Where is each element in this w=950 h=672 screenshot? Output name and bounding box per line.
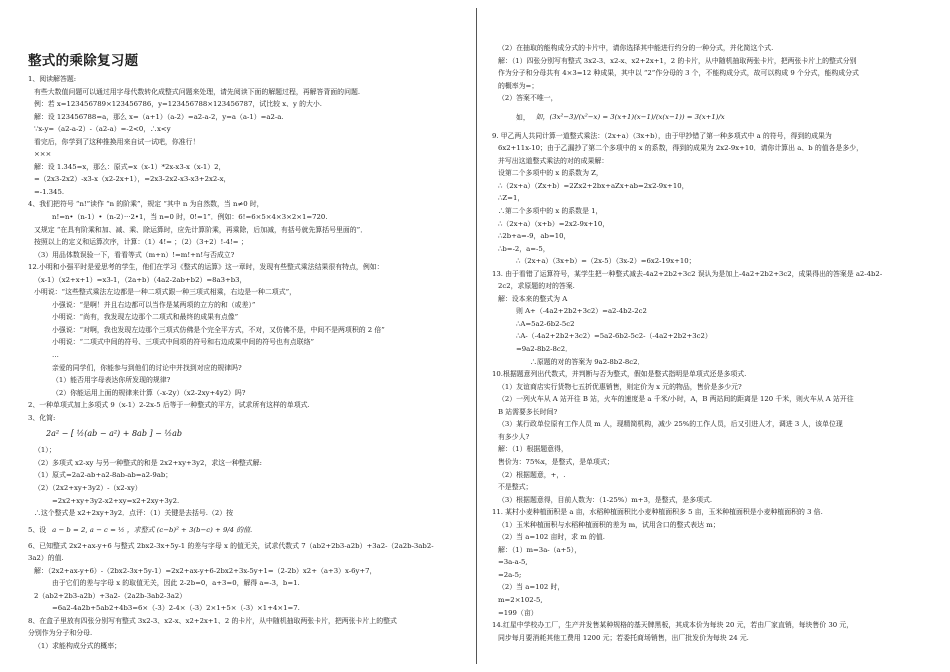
document-title: 整式的乘除复习题: [28, 53, 139, 69]
text-line: （1）求能构成分式的概率；: [34, 641, 122, 650]
text-line: （2）根据题意，+，.: [498, 470, 566, 479]
text-line: 3a2）的值.: [28, 554, 64, 563]
text-line: 14.红星中学校办工厂，生产并发售某种规格的基天牌黑板，其成本价为每块 20 元，若由厂家直销，每块售价 30 元，: [492, 621, 854, 630]
text-line: =2x2+xy+3y2-x2+xy=x2+2xy+3y2.: [52, 496, 180, 505]
text-line: ∴（2x+a）（Zx+b）=2Zx2+2bx+aZx+ab=2x2-9x+10，: [498, 181, 689, 190]
text-line: （2）当 a=102 时，: [498, 583, 565, 592]
text-line: （2）多项式 x2-xy 与另一种整式的和是 2x2+xy+3y2，求这一种整式解:: [34, 458, 262, 467]
text-line: 5、设 a − b = 2, a − c = ½ ，求整式 (c−b)² + 3(b−c) + 9/4 的值.: [28, 520, 468, 540]
text-line: ∴2b+a=-9，ab=10，: [498, 232, 571, 241]
text-line: 小明说：“二项式中间的符号、三项式中间项的符号和右边成果中间的符号也有点联络”: [52, 338, 314, 347]
text-line: （x-1）（x2+x+1）=x3-1，（2a+b）（4a2-2ab+b2）=8a3+b3，: [34, 275, 247, 284]
text-line: 12.小明和小强平时是爱思考的学生，他们在学习《整式的运算》这一章时，发现有些整式乘法结果很有特点，例如：: [28, 263, 384, 272]
text-line: ∴（2x+a）（3x+b）=（2x-5）（3x-2）=6x2-19x+10；: [516, 257, 696, 266]
text-line: 按照以上的定义和运算次序，计算：（1）4!= ；（2）（3+2）!-4!= ；: [34, 238, 248, 247]
text-line: 解：（2x2+ax-y+6）-（2bx2-3x+5y-1）=2x2+ax-y+6-2bx2+3x-5y+1=（2-2b）x2+（a+3）x-6y+7，: [34, 566, 377, 575]
text-line: （1）原式=2a2-ab+a2-8ab-ab=a2-9ab；: [34, 471, 173, 480]
text-line: （1）玉米种植面积与水稻种植面积的差为 m，试用含口的整式表达 m；: [498, 520, 720, 529]
text-line: 2、一种单项式加上多项式 9（x-1）2-2x-5 后等于一种整式的平方，试求所有这样的单项式.: [28, 401, 310, 410]
text-line: 解：（1）根据题意得，: [498, 445, 568, 454]
text-line: …: [52, 351, 59, 360]
text-line: 解：设 123456788=a，那么 x=（a+1）（a-2）=a2-a-2，y=a（a-1）=a2-a.: [34, 112, 284, 121]
text-line: 4、我们把符号 “n!”读作 “n 的阶乘”，规定 “其中 n 为自然数，当 n≠0 时，: [28, 200, 264, 209]
text-line: 由于它们的差与字母 x 的取值无关，因此 2-2b=0，a+3=0，解得 a=-3，b=1.: [52, 579, 300, 588]
text-line: =2a-5;: [498, 570, 522, 579]
text-line: 售价为：75%x，是整式，是单项式；: [498, 457, 614, 466]
text-line: （2）当 a=102 亩时，求 m 的值.: [498, 533, 605, 542]
math-expression-q3: 2a² − [ ½(ab − a²) + 8ab ] − ½ab: [46, 429, 183, 439]
text-line: （1）能否用字母表达你所发现的规律?: [52, 376, 171, 385]
right-column: [492, 0, 932, 672]
text-line: （2）（2x2+xy+3y2）-（x2-xy）: [34, 483, 142, 492]
text-line: 的概率为=；: [498, 81, 539, 90]
text-line: 不是整式；: [498, 483, 533, 492]
left-text-block: [28, 73, 468, 653]
text-line: B 站需要多长时间?: [498, 407, 558, 416]
text-line: 1、阅读解答题:: [28, 75, 77, 83]
text-line: 并写出这道整式乘法的对的成果解：: [498, 156, 609, 165]
text-line: 作为分子和分母共有 4×3=12 种成果，其中以 “2”作分母的 3 个，不能构成分式，故可以构成 9 个分式，能构成分式: [498, 69, 859, 78]
text-line: 2c2，求原题的对的答案.: [498, 282, 575, 291]
text-line: （2）答案不唯一，: [498, 94, 558, 103]
text-line: 9. 甲乙两人共同计算一道整式乘法：（2x+a）（3x+b），由于甲抄错了第一种多项式中 a 的符号，得到的成果为: [492, 131, 832, 140]
text-line: =199（亩）: [498, 608, 538, 617]
text-line: 小明说：“尚有，我发现左边那个二项式和最终的成果有点像”: [52, 313, 239, 322]
column-divider: [476, 8, 477, 664]
text-line: ∴A=5a2-6b2-5c2: [516, 319, 575, 328]
text-line: 解：设本来的整式为 A: [498, 294, 568, 303]
text-line: 解：（1）四张分别写有整式 3x2-3、x2-x、x2+2x+1，2 的卡片，从中随机抽取两张卡片，把两张卡片上的整式分别: [498, 56, 857, 65]
text-line: n!=n•（n-1）•（n-2）···2•1，当 n=0 时，0!=1”．例如：6!=6×5×4×3×2×1=720.: [52, 213, 328, 222]
text-line: =9a2-8b2-8c2．: [516, 345, 573, 354]
text-line: （1）；: [34, 446, 56, 455]
text-line: （3）某行政单位原有工作人员 m 人，现精简机构，减少 25%的工作人员，后又引进人才，调进 3 人，该单位现: [498, 420, 843, 429]
left-column: [28, 0, 468, 672]
text-line: 有多少人?: [498, 432, 530, 441]
text-line: 2（ab2+2b3-a2b）+3a2-（2a2b-3ab2-3a2）: [34, 591, 187, 600]
text-line: =-1.345.: [34, 187, 65, 196]
text-line: 看完后，你学到了这种推换用来自试一试吧，你准行！: [34, 137, 200, 146]
text-line: 有些大数值问题可以通过用字母代数转化成整式问题来处理，请先阅读下面的解题过程，再解答背面的问题.: [34, 87, 361, 96]
text-line: 如， 如，(3x²−3)/(x²−x) = 3(x+1)(x−1)/(x(x−1)) = 3(x+1)/x: [492, 105, 932, 130]
text-line: 小强说：“是啊！并且右边都可以当作是某两项的立方的和（或差）”: [52, 300, 256, 309]
text-line: ∵x-y=（a2-a-2）-（a2-a）=-2<0，∴x<y: [34, 125, 171, 134]
text-line: =3a-a-5,: [498, 558, 528, 567]
text-line: （2）一列火车从 A 站开往 B 站，火车的速度是 a 千米/小时，A，B 两站间的距离是 120 千米，则火车从 A 站开往: [498, 395, 854, 404]
text-line: ∴这个整式是 x2+2xy+3y2．点评：（1）关键是去括号.（2）按: [34, 509, 234, 518]
text-line: 6x2+11x-10；由于乙漏抄了第二个多项中的 x 的系数，得到的成果为 2x2-9x+10．请你计算出 a、b 的值各是多少，: [498, 144, 864, 153]
text-line: 解：设 1.345=x，那么：原式=x（x-1）*2x-x3-x（x-1）2，: [34, 162, 226, 171]
text-line: （2）你能运用上面的规律来计算（-x-2y）（x2-2xy+4y2）吗?: [52, 388, 246, 397]
text-line: 分别作为分子和分母.: [28, 629, 93, 638]
text-line: 小强说：“对啊，我也发现左边那个三项式仿佛是个完全平方式，不对，又仿佛不是，中间不是两项积的 2 倍”: [52, 325, 385, 334]
text-line: ∴Z=1，: [498, 194, 525, 203]
text-line: ∴A-（-4a2+2b2+3c2）=5a2-6b2-5c2-（-4a2+2b2+3c2）: [516, 332, 712, 341]
text-line: 3、化简:: [28, 413, 56, 422]
text-line: ∴第二个多项中的 x 的系数是 1，: [498, 207, 603, 216]
text-line: 解：（1）m=3a-（a+5），: [498, 545, 582, 554]
math-expression-q8: 如，(3x²−3)/(x²−x) = 3(x+1)(x−1)/(x(x−1)) = 3(x+1)/x: [535, 112, 725, 121]
text-line: m=2×102-5,: [498, 595, 543, 604]
text-line: 13. 由于看错了运算符号，某学生把一种整式减去-4a2+2b2+3c2 误认为是加上-4a2+2b2+3c2，成果得出的答案是 a2-4b2-: [492, 269, 883, 278]
text-line: ∴（2x+a）（x+b）=2x2-9x+10，: [498, 219, 610, 228]
text-line: 同步每月要消耗其他工费用 1200 元；若委托商场销售，出厂批发价为每块 24 元.: [498, 633, 749, 642]
text-line: ∴原题的对的答案为 9a2-8b2-8c2．: [530, 357, 645, 366]
text-line: 亲爱的同学们，你能参与到他们的讨论中并找到对应的规律吗?: [52, 363, 242, 372]
text-line: （3）根据题意得，目前人数为：（1-25%）m+3，是整式，是多项式.: [498, 495, 713, 504]
text-line: （2）在抽取的能构成分式的卡片中，请你选择其中能进行约分的一种分式，并化简这个式.: [498, 44, 774, 52]
text-line: 例：若 x=123456789×123456786，y=123456788×123456787，试比较 x、y 的大小.: [34, 100, 322, 109]
text-line: 11. 某村小麦种植面积是 a 亩，水稻种植面积比小麦种植面积多 5 亩，玉米种植面积是小麦种植面积的 3 倍.: [492, 508, 823, 517]
text-line: 6、已知整式 2x2+ax-y+6 与整式 2bx2-3x+5y-1 的差与字母 x 的值无关，试求代数式 7（ab2+2b3-a2b）+3a2-（2a2b-3ab2-: [28, 541, 434, 550]
text-line: ×××: [34, 150, 52, 159]
math-expression-q5: a − b = 2, a − c = ½ ，求整式 (c−b)² + 3(b−c) + 9/4 的值.: [52, 525, 253, 534]
text-line: 又规定 “在具有阶乘和加、减、乘、除运算时，应先计算阶乘，再乘除，后加减，有括号就先算括号里面的”．: [34, 225, 368, 234]
text-line: （1）友谊商店实行货物七五折优惠销售，则定价为 x 元的物品，售价是多少元?: [498, 382, 742, 391]
text-line: ∴b=-2，a=-5，: [498, 244, 550, 253]
text-line: （3）用品体数误验一下，看看等式（m+n）!=m!+n!与否成立?: [34, 250, 235, 259]
text-line: =6a2-4a2b+5ab2+4b3=6×（-3）2-4×（-3）2×1+5×（-3）×1+4×1=7.: [52, 604, 300, 613]
text-line: 则 A+（-4a2+2b2+3c2）=a2-4b2-2c2: [516, 307, 647, 316]
right-text-block: [492, 42, 932, 644]
text-line: 8、在盒子里放有四张分别写有整式 3x2-3、x2-x、x2+2x+1、2 的卡片，从中随机抽取两张卡片，把两张卡片上的整式: [28, 616, 397, 625]
text-line: 10.根据题意列出代数式，并判断与否为整式，假如是整式指明是单项式还是多项式.: [492, 370, 747, 379]
text-line: 小明说：“这些整式乘法左边都是一种二项式跟一种三项式相乘，右边是一种二项式”，: [34, 288, 296, 297]
text-line: 设第二个多项中的 x 的系数为 Z，: [498, 169, 603, 178]
text-line: =（2x3-2x2）-x3-x（x2-2x+1），=2x3-2x2-x3-x3+2x2-x，: [34, 175, 231, 184]
